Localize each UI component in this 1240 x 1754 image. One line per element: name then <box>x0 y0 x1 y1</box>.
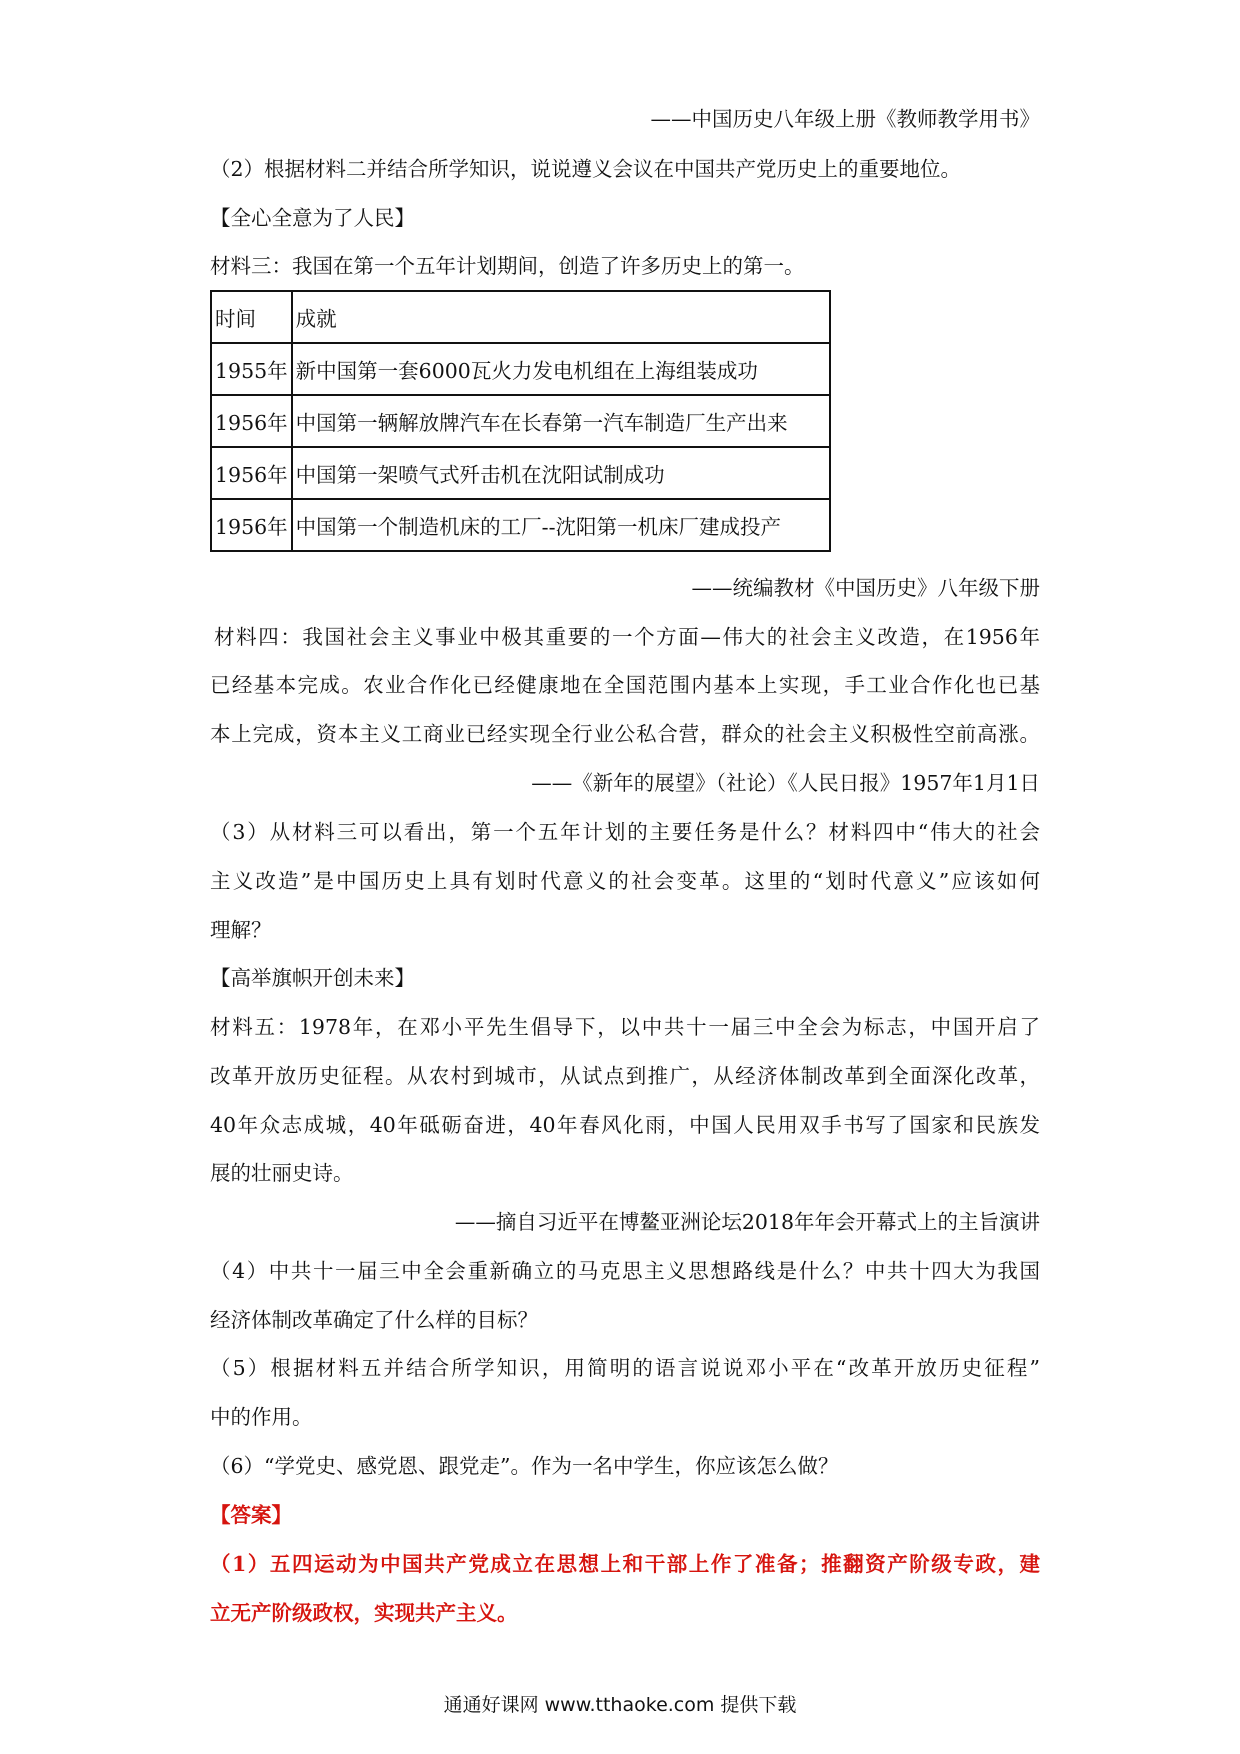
table-cell-achievement: 中国第一架喷气式歼击机在沈阳试制成功 <box>292 447 830 499</box>
question-6: （6）“学党史、感党恩、跟党走”。作为一名中学生，你应该怎么做？ <box>210 1454 839 1478</box>
material-4-line: 本上完成，资本主义工商业已经实现全行业公私合营，群众的社会主义积极性空前高涨。 <box>210 722 1040 746</box>
source-citation-table: ——统编教材《中国历史》八年级下册 <box>691 576 1040 600</box>
table-header-time: 时间 <box>211 291 292 343</box>
section-heading-future: 【高举旗帜开创未来】 <box>210 966 415 990</box>
question-3-line: 主义改造”是中国历史上具有划时代意义的社会变革。这里的“划时代意义”应该如何 <box>210 869 1040 893</box>
material-5-line: 材料五：1978年，在邓小平先生倡导下，以中共十一届三中全会为标志，中国开启了 <box>210 1015 1040 1039</box>
material-3-intro: 材料三：我国在第一个五年计划期间，创造了许多历史上的第一。 <box>210 254 805 278</box>
question-3-line: 理解？ <box>210 918 272 942</box>
table-cell-achievement: 新中国第一套6000瓦火力发电机组在上海组装成功 <box>292 343 830 395</box>
table-row <box>211 447 830 499</box>
table-header-row <box>211 291 830 343</box>
table-cell-year: 1956年 <box>211 395 292 447</box>
answer-line: 立无产阶级政权，实现共产主义。 <box>210 1601 518 1625</box>
answer-heading: 【答案】 <box>210 1503 292 1527</box>
material-4-line: 已经基本完成。农业合作化已经健康地在全国范围内基本上实现，手工业合作化也已基 <box>210 673 1040 697</box>
table-cell-achievement: 中国第一个制造机床的工厂--沈阳第一机床厂建成投产 <box>292 499 830 551</box>
table-cell-year: 1955年 <box>211 343 292 395</box>
table-row <box>211 499 830 551</box>
table-header-achievement: 成就 <box>292 291 830 343</box>
achievements-table <box>210 290 831 552</box>
table-cell-year: 1956年 <box>211 499 292 551</box>
question-3-line: （3）从材料三可以看出，第一个五年计划的主要任务是什么？材料四中“伟大的社会 <box>210 820 1040 844</box>
question-4-line: 经济体制改革确定了什么样的目标？ <box>210 1308 538 1332</box>
table-cell-year: 1956年 <box>211 447 292 499</box>
material-5-line: 展的壮丽史诗。 <box>210 1161 354 1185</box>
page-footer: 通通好课网 www.tthaoke.com 提供下载 <box>443 1694 797 1716</box>
table-row <box>211 395 830 447</box>
source-citation: ——中国历史八年级上册《教师教学用书》 <box>650 107 1040 131</box>
source-citation-m5: ——摘自习近平在博鳌亚洲论坛2018年年会开幕式上的主旨演讲 <box>454 1210 1040 1234</box>
question-5-line: 中的作用。 <box>210 1405 313 1429</box>
material-5-line: 改革开放历史征程。从农村到城市，从试点到推广，从经济体制改革到全面深化改革， <box>210 1064 1040 1088</box>
section-heading-people: 【全心全意为了人民】 <box>210 206 415 230</box>
source-citation-m4: ——《新年的展望》（社论）《人民日报》1957年1月1日 <box>531 771 1040 795</box>
question-5-line: （5）根据材料五并结合所学知识，用简明的语言说说邓小平在“改革开放历史征程” <box>210 1356 1040 1380</box>
question-4-line: （4）中共十一届三中全会重新确立的马克思主义思想路线是什么？中共十四大为我国 <box>210 1259 1040 1283</box>
question-2: （2）根据材料二并结合所学知识，说说遵义会议在中国共产党历史上的重要地位。 <box>210 157 962 181</box>
material-5-line: 40年众志成城，40年砥砺奋进，40年春风化雨，中国人民用双手书写了国家和民族发 <box>210 1113 1040 1137</box>
material-4-line: 材料四：我国社会主义事业中极其重要的一个方面—伟大的社会主义改造，在1956年 <box>214 625 1040 649</box>
table-row <box>211 343 830 395</box>
table-cell-achievement: 中国第一辆解放牌汽车在长春第一汽车制造厂生产出来 <box>292 395 830 447</box>
answer-line: （1）五四运动为中国共产党成立在思想上和干部上作了准备；推翻资产阶级专政，建 <box>210 1552 1040 1576</box>
